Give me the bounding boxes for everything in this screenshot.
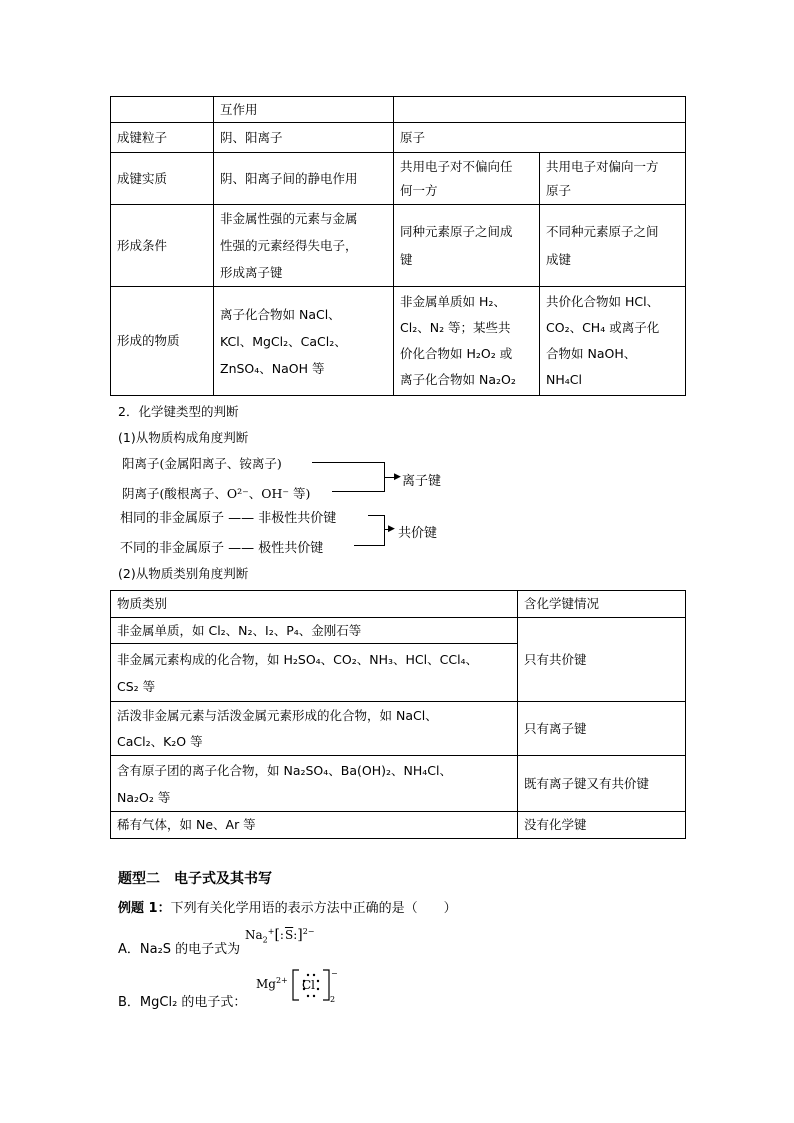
cell-line: ZnSO₄、NaOH 等 <box>220 360 325 376</box>
cell-line: 性强的元素经得失电子， <box>220 238 358 253</box>
table-cell <box>394 287 540 396</box>
cell-line: 活泼非金属元素与活泼金属元素形成的化合物，如 NaCl、 <box>117 707 438 723</box>
cell-line: CS₂ 等 <box>117 678 156 694</box>
section-title: 2．化学键类型的判断 <box>118 404 239 419</box>
formula-symbol: Cl <box>302 978 316 992</box>
cell-line: Na₂O₂ 等 <box>117 789 171 805</box>
covalent-bond-label: 共价键 <box>398 526 438 541</box>
table-row <box>111 123 686 153</box>
cell-line: 成键 <box>546 251 572 267</box>
table-cell <box>111 756 518 812</box>
table-cell: 阴、阳离子 <box>214 123 394 153</box>
table-cell: 成键粒子 <box>111 123 214 153</box>
subsection-title: (1)从物质构成角度判断 <box>118 430 249 445</box>
cell-line: 同种元素原子之间成 <box>400 223 513 239</box>
table-cell <box>540 205 686 287</box>
cell-line: CO₂、CH₄ 或离子化 <box>546 320 660 335</box>
table-row <box>111 702 686 756</box>
cell-line: 合物如 NaOH、 <box>546 346 637 361</box>
table-cell: 没有化学键 <box>518 812 686 839</box>
cell-line: 何一方 <box>400 182 438 198</box>
ionic-bond-label: 离子键 <box>402 474 442 489</box>
bracket-line <box>384 515 385 546</box>
cell-line: 原子 <box>546 182 572 198</box>
same-atoms-text: 相同的非金属原子 —— 非极性共价键 <box>120 511 337 526</box>
bond-type-table <box>110 590 686 839</box>
table-cell <box>214 205 394 287</box>
cell-line: 非金属性强的元素与金属 <box>220 211 358 226</box>
bond-comparison-table <box>110 96 686 396</box>
mgcl2-electron-formula: $Mg^{2+}$ <box>256 976 288 991</box>
cell-line: 离子化合物如 NaCl、 <box>220 306 341 322</box>
cell-line: 含有原子团的离子化合物，如 Na₂SO₄、Ba(OH)₂、NH₄Cl、 <box>117 762 452 778</box>
table-cell <box>111 97 214 123</box>
arrow-icon: ▶ <box>388 524 395 534</box>
table-cell <box>111 644 518 702</box>
na2s-electron-formula: $Na_2^+[:\overline{S}:]^{2-}$ <box>245 927 315 945</box>
cell-line: CaCl₂、K₂O 等 <box>117 733 203 749</box>
option-b: B．MgCl₂ 的电子式： <box>118 995 247 1010</box>
cell-line: Cl₂、N₂ 等；某些共 <box>400 320 511 335</box>
formula-symbol: Na <box>245 928 263 942</box>
example-label: 例题 1： <box>118 901 171 916</box>
formula-symbol: Mg <box>256 977 276 991</box>
table-row <box>111 618 686 644</box>
example-text: 下列有关化学用语的表示方法中正确的是（ ） <box>170 901 457 916</box>
table-cell: 只有离子键 <box>518 702 686 756</box>
table-cell: 形成的物质 <box>111 287 214 396</box>
cell-line: 不同种元素原子之间 <box>546 223 659 239</box>
cell-line: 非金属元素构成的化合物，如 H₂SO₄、CO₂、NH₃、HCl、CCl₄、 <box>117 651 479 667</box>
anion-text: 阴离子(酸根离子、O²⁻、OH⁻ 等) <box>122 486 311 501</box>
cell-line: 共用电子对不偏向任 <box>400 158 513 174</box>
table-row <box>111 812 686 839</box>
diff-atoms-text: 不同的非金属原子 —— 极性共价键 <box>120 541 324 556</box>
table-cell <box>394 97 686 123</box>
bracket-line <box>368 515 384 516</box>
table-row <box>111 97 686 123</box>
cell-line: 共用电子对偏向一方 <box>546 158 659 174</box>
cell-line: 键 <box>400 251 413 267</box>
table-cell: 稀有气体，如 Ne、Ar 等 <box>111 812 518 839</box>
table-cell <box>111 702 518 756</box>
bracket-line <box>312 462 384 463</box>
table-cell: 阴、阳离子间的静电作用 <box>214 153 394 205</box>
table-cell: 只有共价键 <box>518 618 686 702</box>
bracket-line <box>332 491 384 492</box>
table-cell <box>214 287 394 396</box>
cell-line: 离子化合物如 Na₂O₂ <box>400 372 516 387</box>
table-cell: 既有离子键又有共价键 <box>518 756 686 812</box>
table-cell <box>394 153 540 205</box>
table-cell: 含化学键情况 <box>518 591 686 618</box>
arrow-icon: ▶ <box>394 472 401 482</box>
table-cell: 物质类别 <box>111 591 518 618</box>
table-cell <box>540 287 686 396</box>
svg-text:2: 2 <box>330 995 336 1004</box>
table-cell: 形成条件 <box>111 205 214 287</box>
svg-text:−: − <box>331 969 338 978</box>
table-cell: 非金属单质，如 Cl₂、N₂、I₂、P₄、金刚石等 <box>111 618 518 644</box>
cell-line: 价化合物如 H₂O₂ 或 <box>400 346 513 361</box>
cell-line: KCl、MgCl₂、CaCl₂、 <box>220 333 347 349</box>
formula-symbol: $\overline{S}$ <box>284 928 294 942</box>
question-type-heading: 题型二 电子式及其书写 <box>118 871 272 887</box>
subsection-title: (2)从物质类别角度判断 <box>118 566 249 581</box>
table-cell: 互作用 <box>214 97 394 123</box>
cell-line: 形成离子键 <box>220 265 283 280</box>
table-cell <box>394 205 540 287</box>
option-a: A．Na₂S 的电子式为 <box>118 942 241 957</box>
cell-line: 非金属单质如 H₂、 <box>400 294 506 309</box>
table-cell: 原子 <box>394 123 686 153</box>
table-cell: 成键实质 <box>111 153 214 205</box>
table-row <box>111 591 686 618</box>
cell-line: 共价化合物如 HCl、 <box>546 294 660 309</box>
table-row <box>111 287 686 396</box>
table-row <box>111 205 686 287</box>
cation-text: 阳离子(金属阳离子、铵离子) <box>122 456 282 471</box>
bracket-line <box>354 545 384 546</box>
table-cell <box>540 153 686 205</box>
cell-line: NH₄Cl <box>546 372 582 387</box>
table-row <box>111 756 686 812</box>
example-question <box>118 897 457 916</box>
table-row <box>111 153 686 205</box>
